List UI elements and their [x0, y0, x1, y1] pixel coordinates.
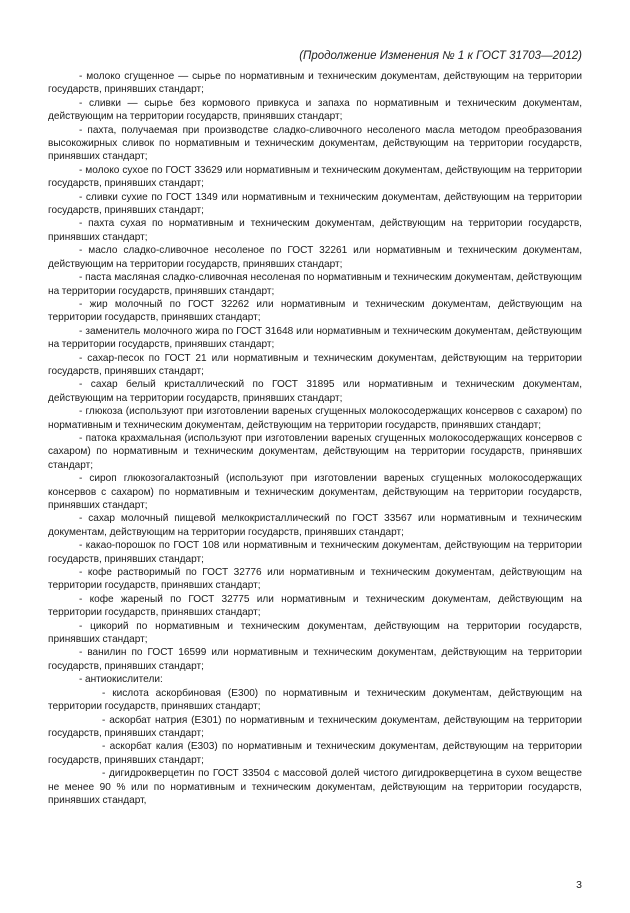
- sub-list-item: - кислота аскорбиновая (Е300) по нормативным и техническим документам, действующим на территории государств, принявших стандарт;: [48, 687, 582, 713]
- list-item: - паста масляная сладко-сливочная несоленая по нормативным и техническим документам, действующим на территории государств, принявших стандарт;: [48, 272, 582, 297]
- list-item: - сахар белый кристаллический по ГОСТ 31895 или нормативным и техническим документам, действующим на территории государств, принявших стандарт;: [48, 379, 582, 404]
- list-item: - кофе жареный по ГОСТ 32775 или нормативным и техническим документам, действующим на территории государств, принявших стандарт;: [48, 593, 582, 619]
- sub-list-item: - дигидрокверцетин по ГОСТ 33504 с массовой долей чистого дигидрокверцетина в сухом веществе не менее 90 % или по нормативным и техническим документам, действующим на территории государств, принявших стандарт,: [48, 768, 582, 806]
- sub-list-item: - аскорбат натрия (Е301) по нормативным и техническим документам, действующим на территории государств, принявших стандарт;: [48, 714, 582, 739]
- list-item: - молоко сухое по ГОСТ 33629 или нормативным и техническим документам, действующим на территории государств, принявших стандарт;: [48, 164, 582, 190]
- list-item: - сахар-песок по ГОСТ 21 или нормативным и техническим документам, действующим на территории государств, принявших стандарт;: [48, 352, 582, 377]
- list-item: - кофе растворимый по ГОСТ 32776 или нормативным и техническим документам, действующим на территории государств, принявших стандарт;: [48, 567, 582, 592]
- sub-list-item: - аскорбат калия (Е303) по нормативным и техническим документам, действующим на территории государств, принявших стандарт;: [48, 741, 582, 766]
- list-item: - жир молочный по ГОСТ 32262 или нормативным и техническим документам, действующим на территории государств, принявших стандарт;: [48, 298, 582, 324]
- list-item: - сливки сухие по ГОСТ 1349 или нормативным и техническим документам, действующим на территории государств, принявших стандарт;: [48, 191, 582, 217]
- body-text: [48, 70, 582, 807]
- list-item: - сливки — сырье без кормового привкуса и запаха по нормативным и техническим документам, действующим на территории государств, принявших стандарт;: [48, 97, 582, 123]
- list-item: - заменитель молочного жира по ГОСТ 31648 или нормативным и техническим документам, действующим на территории государств, принявших стандарт;: [48, 325, 582, 351]
- list-item: - сироп глюкозогалактозный (используют при изготовлении вареных сгущенных молокосодержащих консервов с сахаром) по нормативным и техническим документам, действующим на территории государств, принявших стандарт;: [48, 473, 582, 511]
- list-item: - глюкоза (используют при изготовлении вареных сгущенных молокосодержащих консервов с сахаром) по нормативным и техническим документам, действующим на территории государств, принявших стандарт;: [48, 406, 582, 431]
- page-number: 3: [576, 879, 582, 891]
- continuation-header: (Продолжение Изменения № 1 к ГОСТ 31703—2012): [299, 50, 582, 62]
- list-item: - пахта сухая по нормативным и техническим документам, действующим на территории государств, принявших стандарт;: [48, 218, 582, 243]
- list-item: - масло сладко-сливочное несоленое по ГОСТ 32261 или нормативным и техническим документам, действующим на территории государств, принявших стандарт;: [48, 245, 582, 270]
- list-item: - молоко сгущенное — сырье по нормативным и техническим документам, действующим на территории государств, принявших стандарт;: [48, 71, 582, 96]
- list-item: - цикорий по нормативным и техническим документам, действующим на территории государств, принявших стандарт;: [48, 620, 582, 646]
- list-item: - ванилин по ГОСТ 16599 или нормативным и техническим документам, действующим на территории государств, принявших стандарт;: [48, 647, 582, 672]
- list-item: - антиокислители:: [79, 674, 163, 686]
- list-item: - пахта, получаемая при производстве сладко-сливочного несоленого масла методом преобразования высокожирных сливок по нормативным и техническим документам, действующим на территории государств, принявших стандарт;: [48, 124, 582, 163]
- list-item: - какао-порошок по ГОСТ 108 или нормативным и техническим документам, действующим на территории государств, принявших стандарт;: [48, 540, 582, 565]
- list-item: - сахар молочный пищевой мелкокристаллический по ГОСТ 33567 или нормативным и техническим документам, действующим на территории государств, принявших стандарт;: [48, 513, 582, 538]
- list-item: - патока крахмальная (используют при изготовлении вареных сгущенных молокосодержащих консервов с сахаром) по нормативным и техническим документам, действующим на территории государств, принявших стандарт;: [48, 432, 582, 471]
